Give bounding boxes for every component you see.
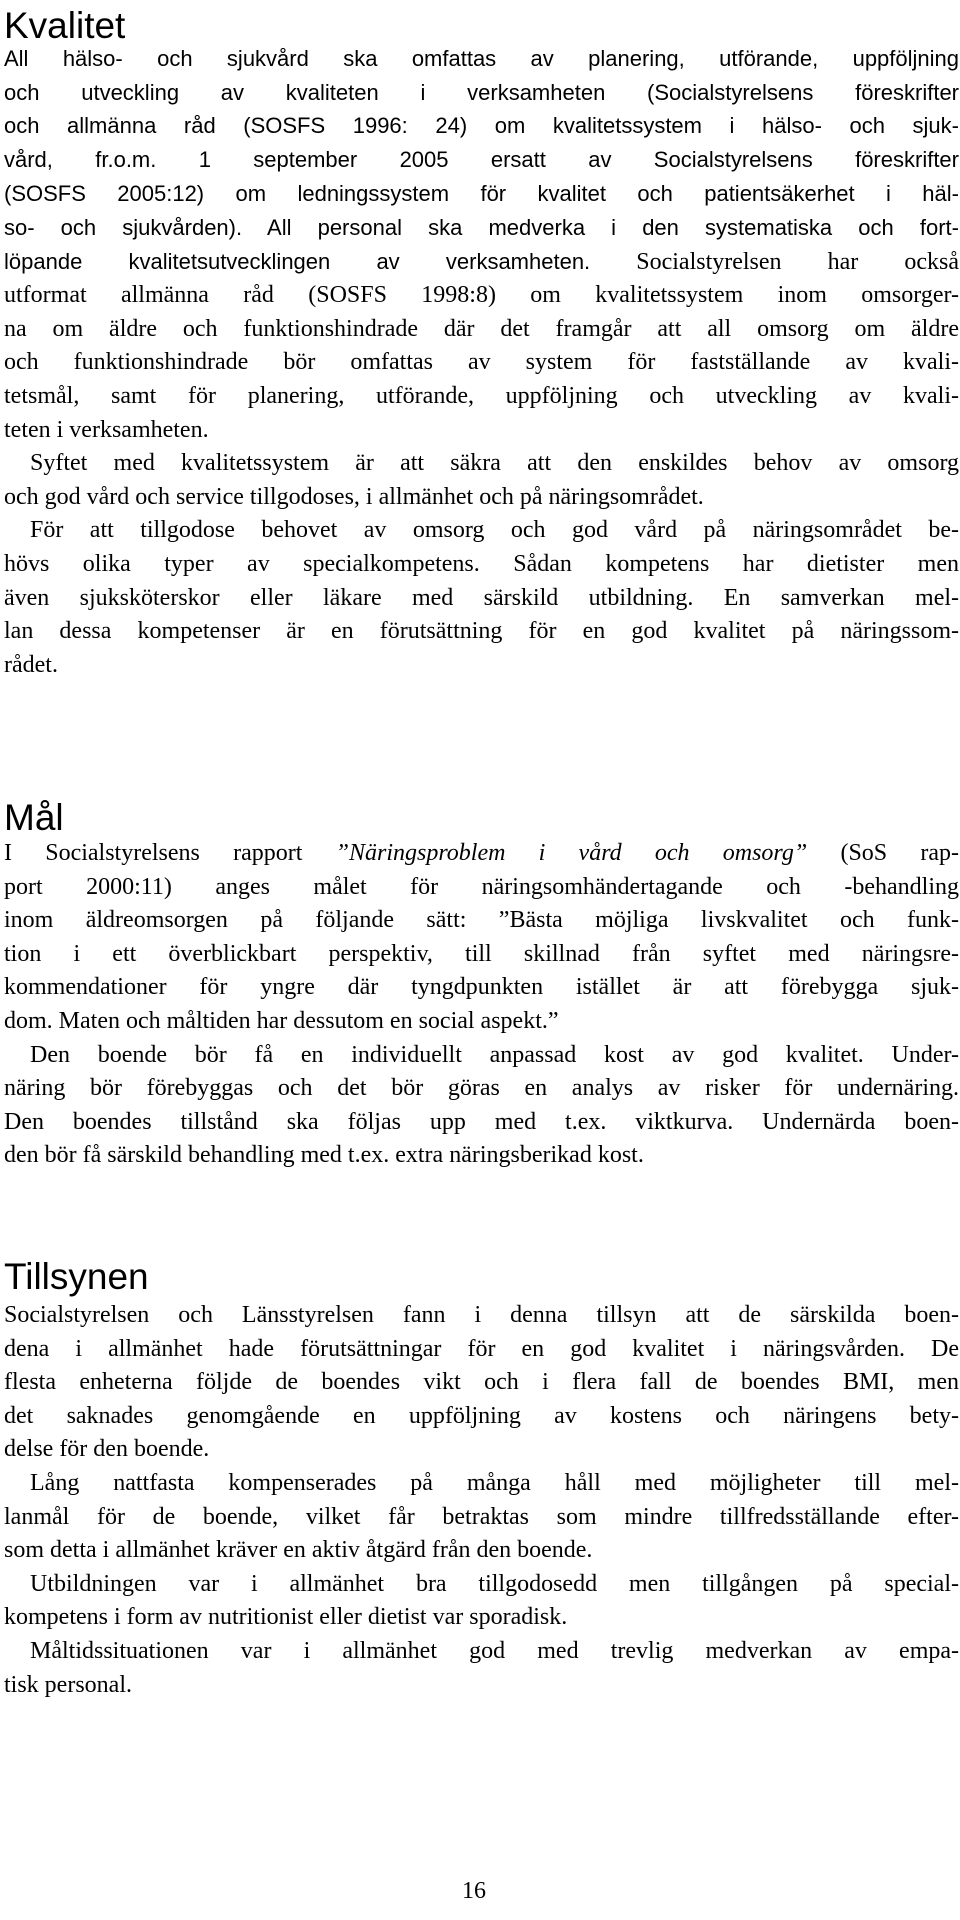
text-line: All hälso- och sjukvård ska omfattas av planering, utförande, uppföljning — [4, 46, 959, 71]
text-line: även sjuksköterskor eller läkare med särskild utbildning. En samverkan mel- — [4, 584, 959, 611]
text-line: Måltidssituationen var i allmänhet god med trevlig medverkan av empa- — [30, 1637, 959, 1664]
text-line: tisk personal. — [4, 1671, 132, 1698]
section-body-mal — [4, 837, 959, 1173]
text-line: hövs olika typer av specialkompetens. Sådan kompetens har dietister men — [4, 550, 959, 577]
text-line: Den boendes tillstånd ska följas upp med t.ex. viktkurva. Undernärda boen- — [4, 1108, 959, 1135]
section-body-tillsynen — [4, 1299, 959, 1702]
text-line: lanmål för de boende, vilket får betraktas som mindre tillfredsställande efter- — [4, 1503, 959, 1530]
section-heading-kvalitet: Kvalitet — [4, 5, 126, 46]
text-line: flesta enheterna följde de boendes vikt och i flera fall de boendes BMI, men — [4, 1369, 959, 1396]
text-line: na om äldre och funktionshindrade där det framgår att all omsorg om äldre — [4, 315, 959, 342]
text-line: dom. Maten och måltiden har dessutom en social aspekt.” — [4, 1007, 559, 1034]
text-line: rådet. — [4, 651, 58, 678]
section-heading-mal: Mål — [4, 797, 64, 838]
text-line: som detta i allmänhet kräver en aktiv åtgärd från den boende. — [4, 1537, 593, 1564]
text-line: och funktionshindrade bör omfattas av system för fastställande av kvali- — [4, 349, 959, 376]
text-line: det saknades genomgående en uppföljning av kostens och näringens bety- — [4, 1402, 959, 1429]
text-line: teten i verksamheten. — [4, 416, 209, 443]
text-line: och allmänna råd (SOSFS 1996: 24) om kvalitetssystem i hälso- och sjuk- — [4, 113, 959, 139]
text-line: näring bör förebyggas och det bör göras en analys av risker för undernäring. — [4, 1075, 959, 1102]
text-line: lan dessa kompetenser är en förutsättning för en god kvalitet på näringssom- — [4, 618, 959, 645]
text-line: dena i allmänhet hade förutsättningar för en god kvalitet i näringsvården. De — [4, 1335, 959, 1362]
text-line: so- och sjukvården). All personal ska medverka i den systematiska och fort- — [4, 214, 959, 240]
text-line: För att tillgodose behovet av omsorg och god vård på näringsområdet be- — [30, 517, 959, 544]
text-line: Den boende bör få en individuellt anpassad kost av god kvalitet. Under- — [30, 1041, 959, 1068]
text-line: Socialstyrelsen och Länsstyrelsen fann i denna tillsyn att de särskilda boen- — [4, 1302, 959, 1328]
page-number: 16 — [462, 1878, 486, 1904]
text-line: tetsmål, samt för planering, utförande, uppföljning och utveckling av kvali- — [4, 382, 959, 409]
text-line: och utveckling av kvaliteten i verksamheten (Socialstyrelsens föreskrifter — [4, 79, 959, 105]
section-body-kvalitet — [4, 42, 959, 682]
text-line: Syftet med kvalitetssystem är att säkra att den enskildes behov av omsorg — [30, 450, 959, 477]
text-line: löpande kvalitetsutvecklingen av verksamheten. Socialstyrelsen har också — [4, 248, 959, 275]
text-line: port 2000:11) anges målet för näringsomhändertagande och -behandling — [4, 873, 959, 900]
text-line: inom äldreomsorgen på följande sätt: ”Bästa möjliga livskvalitet och funk- — [4, 907, 959, 934]
text-line: delse för den boende. — [4, 1436, 210, 1463]
text-line: (SOSFS 2005:12) om ledningssystem för kvalitet och patientsäkerhet i häl- — [4, 181, 959, 207]
text-line: vård, fr.o.m. 1 september 2005 ersatt av Socialstyrelsens föreskrifter — [4, 146, 959, 172]
text-line: kompetens i form av nutritionist eller dietist var sporadisk. — [4, 1604, 568, 1631]
text-line: I Socialstyrelsens rapport ”Näringsproblem i vård och omsorg” (SoS rap- — [4, 840, 960, 866]
text-line: och god vård och service tillgodoses, i allmänhet och på näringsområdet. — [4, 483, 704, 510]
report-title: ”Näringsproblem i vård och omsorg” — [335, 840, 808, 866]
section-heading-tillsynen: Tillsynen — [4, 1256, 149, 1297]
text-line: den bör få särskild behandling med t.ex. extra näringsberikad kost. — [4, 1142, 644, 1169]
text-line: Lång nattfasta kompenserades på många håll med möjligheter till mel- — [30, 1469, 959, 1496]
text-line: utformat allmänna råd (SOSFS 1998:8) om kvalitetssystem inom omsorger- — [4, 282, 959, 309]
text-line: tion i ett överblickbart perspektiv, till skillnad från syftet med näringsre- — [4, 940, 959, 967]
text-line: kommendationer för yngre där tyngdpunkten istället är att förebygga sjuk- — [4, 974, 959, 1001]
text-line: Utbildningen var i allmänhet bra tillgodosedd men tillgången på special- — [30, 1570, 959, 1597]
